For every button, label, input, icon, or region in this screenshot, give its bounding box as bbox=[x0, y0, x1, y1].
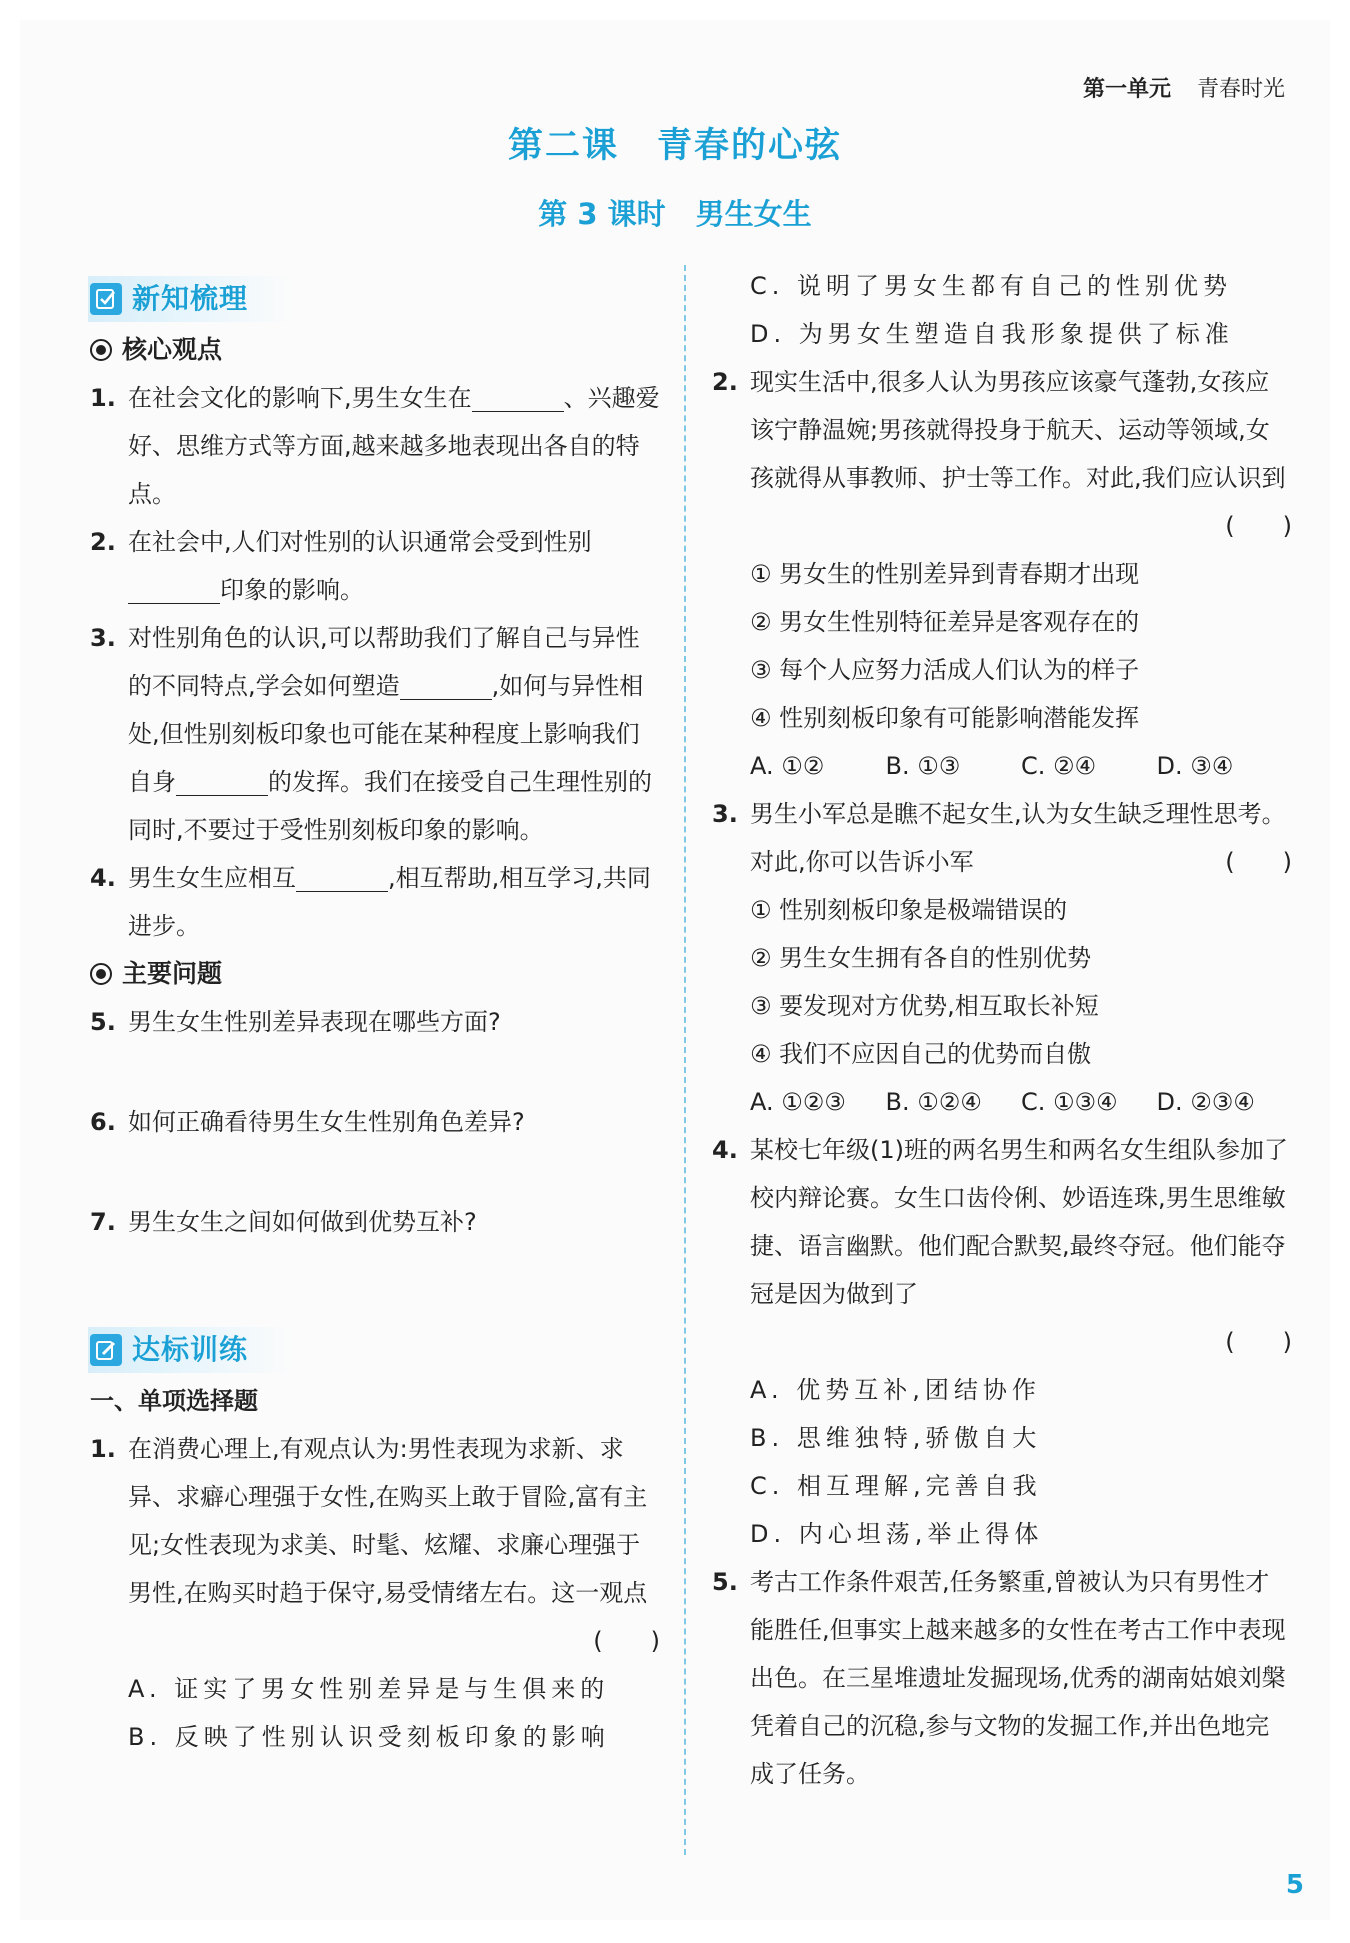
right-column bbox=[712, 262, 1292, 1798]
question-item: 3. 男生小军总是瞧不起女生,认为女生缺乏理性思考。对此,你可以告诉小军 ( ) bbox=[712, 790, 1292, 886]
choice-d[interactable]: D. ②③④ bbox=[1156, 1088, 1255, 1116]
lesson-number: 第二课 bbox=[507, 126, 619, 166]
unit-theme: 青春时光 bbox=[1196, 77, 1285, 102]
fill-blank[interactable] bbox=[128, 573, 220, 604]
fill-blank[interactable] bbox=[400, 669, 492, 700]
question-item: 4. 某校七年级(1)班的两名男生和两名女生组队参加了校内辩论赛。女生口齿伶俐、妙语连珠,男生思维敏捷、语言幽默。他们配合默契,最终夺冠。他们能夺冠是因为做到了 ( ) bbox=[712, 1136, 1292, 1356]
fill-blank[interactable] bbox=[176, 765, 268, 796]
running-header bbox=[1083, 72, 1285, 103]
option-b[interactable]: B. 反映了性别认识受刻板印象的影响 bbox=[128, 1723, 610, 1751]
statement-item: ① 性别刻板印象是极端错误的 bbox=[750, 896, 1068, 924]
question-item: 5. 男生女生性别差异表现在哪些方面? bbox=[90, 1008, 501, 1036]
answer-paren[interactable]: ( ) bbox=[1225, 848, 1292, 876]
core-viewpoints-heading: 核心观点 bbox=[90, 326, 660, 374]
option-c[interactable]: C. 说明了男女生都有自己的性别优势 bbox=[750, 272, 1233, 300]
answer-space[interactable] bbox=[90, 1046, 660, 1098]
section-single-choice: 一、单项选择题 bbox=[90, 1387, 258, 1415]
statement-item: ④ 我们不应因自己的优势而自傲 bbox=[750, 1040, 1092, 1068]
lesson-subtitle bbox=[0, 192, 1350, 233]
banner-title: 达标训练 bbox=[132, 1333, 249, 1366]
answer-space[interactable] bbox=[90, 1146, 660, 1198]
choice-d[interactable]: D. ③④ bbox=[1156, 752, 1234, 780]
core-item: 4. 男生女生应相互 ,相互帮助,相互学习,共同进步。 bbox=[90, 854, 660, 950]
choice-row bbox=[712, 1078, 1292, 1126]
choice-b[interactable]: B. ①③ bbox=[885, 752, 961, 780]
option-d[interactable]: D. 为男女生塑造自我形象提供了标准 bbox=[750, 320, 1234, 348]
statement-item: ③ 每个人应努力活成人们认为的样子 bbox=[750, 656, 1140, 684]
period-name: 男生女生 bbox=[695, 197, 812, 231]
banner-title: 新知梳理 bbox=[132, 282, 249, 315]
fill-blank[interactable] bbox=[296, 861, 388, 892]
answer-paren[interactable]: ( ) bbox=[1225, 512, 1292, 540]
question-item: 7. 男生女生之间如何做到优势互补? bbox=[90, 1208, 477, 1236]
statement-item: ④ 性别刻板印象有可能影响潜能发挥 bbox=[750, 704, 1140, 732]
unit-label: 第一单元 bbox=[1082, 77, 1171, 102]
page-number: 5 bbox=[1285, 1870, 1304, 1900]
statement-item: ② 男生女生拥有各自的性别优势 bbox=[750, 944, 1092, 972]
choice-c[interactable]: C. ①③④ bbox=[1021, 1088, 1118, 1116]
bullet-icon bbox=[90, 339, 112, 361]
lesson-name: 青春的心弦 bbox=[657, 126, 843, 166]
left-column bbox=[90, 270, 660, 1761]
section-banner-practice bbox=[88, 1327, 293, 1373]
answer-paren[interactable]: ( ) bbox=[1225, 1328, 1292, 1356]
bullet-icon bbox=[90, 963, 112, 985]
option-c[interactable]: C. 相互理解,完善自我 bbox=[750, 1472, 1042, 1500]
statement-item: ① 男女生的性别差异到青春期才出现 bbox=[750, 560, 1140, 588]
lesson-title bbox=[0, 118, 1350, 168]
option-b[interactable]: B. 思维独特,骄傲自大 bbox=[750, 1424, 1042, 1452]
column-divider bbox=[684, 265, 686, 1855]
option-d[interactable]: D. 内心坦荡,举止得体 bbox=[750, 1520, 1044, 1548]
choice-row bbox=[712, 742, 1292, 790]
checklist-icon bbox=[90, 283, 122, 315]
question-item: 5. 考古工作条件艰苦,任务繁重,曾被认为只有男性才能胜任,但事实上越来越多的女性在考古工作中表现出色。在三星堆遗址发掘现场,优秀的湖南姑娘刘槃凭着自己的沉稳,参与文物的发掘工作,并出色地完成了任务。 bbox=[712, 1568, 1286, 1788]
choice-a[interactable]: A. ①② bbox=[750, 752, 825, 780]
section-banner-new-knowledge bbox=[88, 276, 293, 322]
choice-a[interactable]: A. ①②③ bbox=[750, 1088, 846, 1116]
pencil-icon bbox=[90, 1334, 122, 1366]
choice-c[interactable]: C. ②④ bbox=[1021, 752, 1097, 780]
core-item: 1. 在社会文化的影响下,男生女生在 、兴趣爱好、思维方式等方面,越来越多地表现出各自的特点。 bbox=[90, 374, 660, 518]
core-item: 2. 在社会中,人们对性别的认识通常会受到性别印象的影响。 bbox=[90, 528, 592, 604]
period-number: 第 3 课时 bbox=[538, 197, 666, 231]
option-a[interactable]: A. 证实了男女性别差异是与生俱来的 bbox=[128, 1675, 610, 1703]
fill-blank[interactable] bbox=[472, 381, 564, 412]
core-item: 3. 对性别角色的认识,可以帮助我们了解自己与异性的不同特点,学会如何塑造 ,如何与异性相处,但性别刻板印象也可能在某种程度上影响我们自身 的发挥。我们在接受自己生理性别的同时,不要过于受性别刻板印象的影响。 bbox=[90, 624, 652, 844]
choice-b[interactable]: B. ①②④ bbox=[885, 1088, 982, 1116]
main-questions-heading: 主要问题 bbox=[90, 950, 660, 998]
answer-paren[interactable]: ( ) bbox=[593, 1627, 660, 1655]
question-item: 1. 在消费心理上,有观点认为:男性表现为求新、求异、求癖心理强于女性,在购买上敢于冒险,富有主见;女性表现为求美、时髦、炫耀、求廉心理强于男性,在购买时趋于保守,易受情绪左右。这一观点 ( ) bbox=[90, 1425, 660, 1665]
statement-item: ③ 要发现对方优势,相互取长补短 bbox=[750, 992, 1099, 1020]
option-a[interactable]: A. 优势互补,团结协作 bbox=[750, 1376, 1041, 1404]
question-item: 2. 现实生活中,很多人认为男孩应该豪气蓬勃,女孩应该宁静温婉;男孩就得投身于航天、运动等领域,女孩就得从事教师、护士等工作。对此,我们应认识到 ( ) bbox=[712, 358, 1292, 550]
answer-space[interactable] bbox=[90, 1246, 660, 1321]
question-item: 6. 如何正确看待男生女生性别角色差异? bbox=[90, 1108, 525, 1136]
statement-item: ② 男女生性别特征差异是客观存在的 bbox=[750, 608, 1140, 636]
